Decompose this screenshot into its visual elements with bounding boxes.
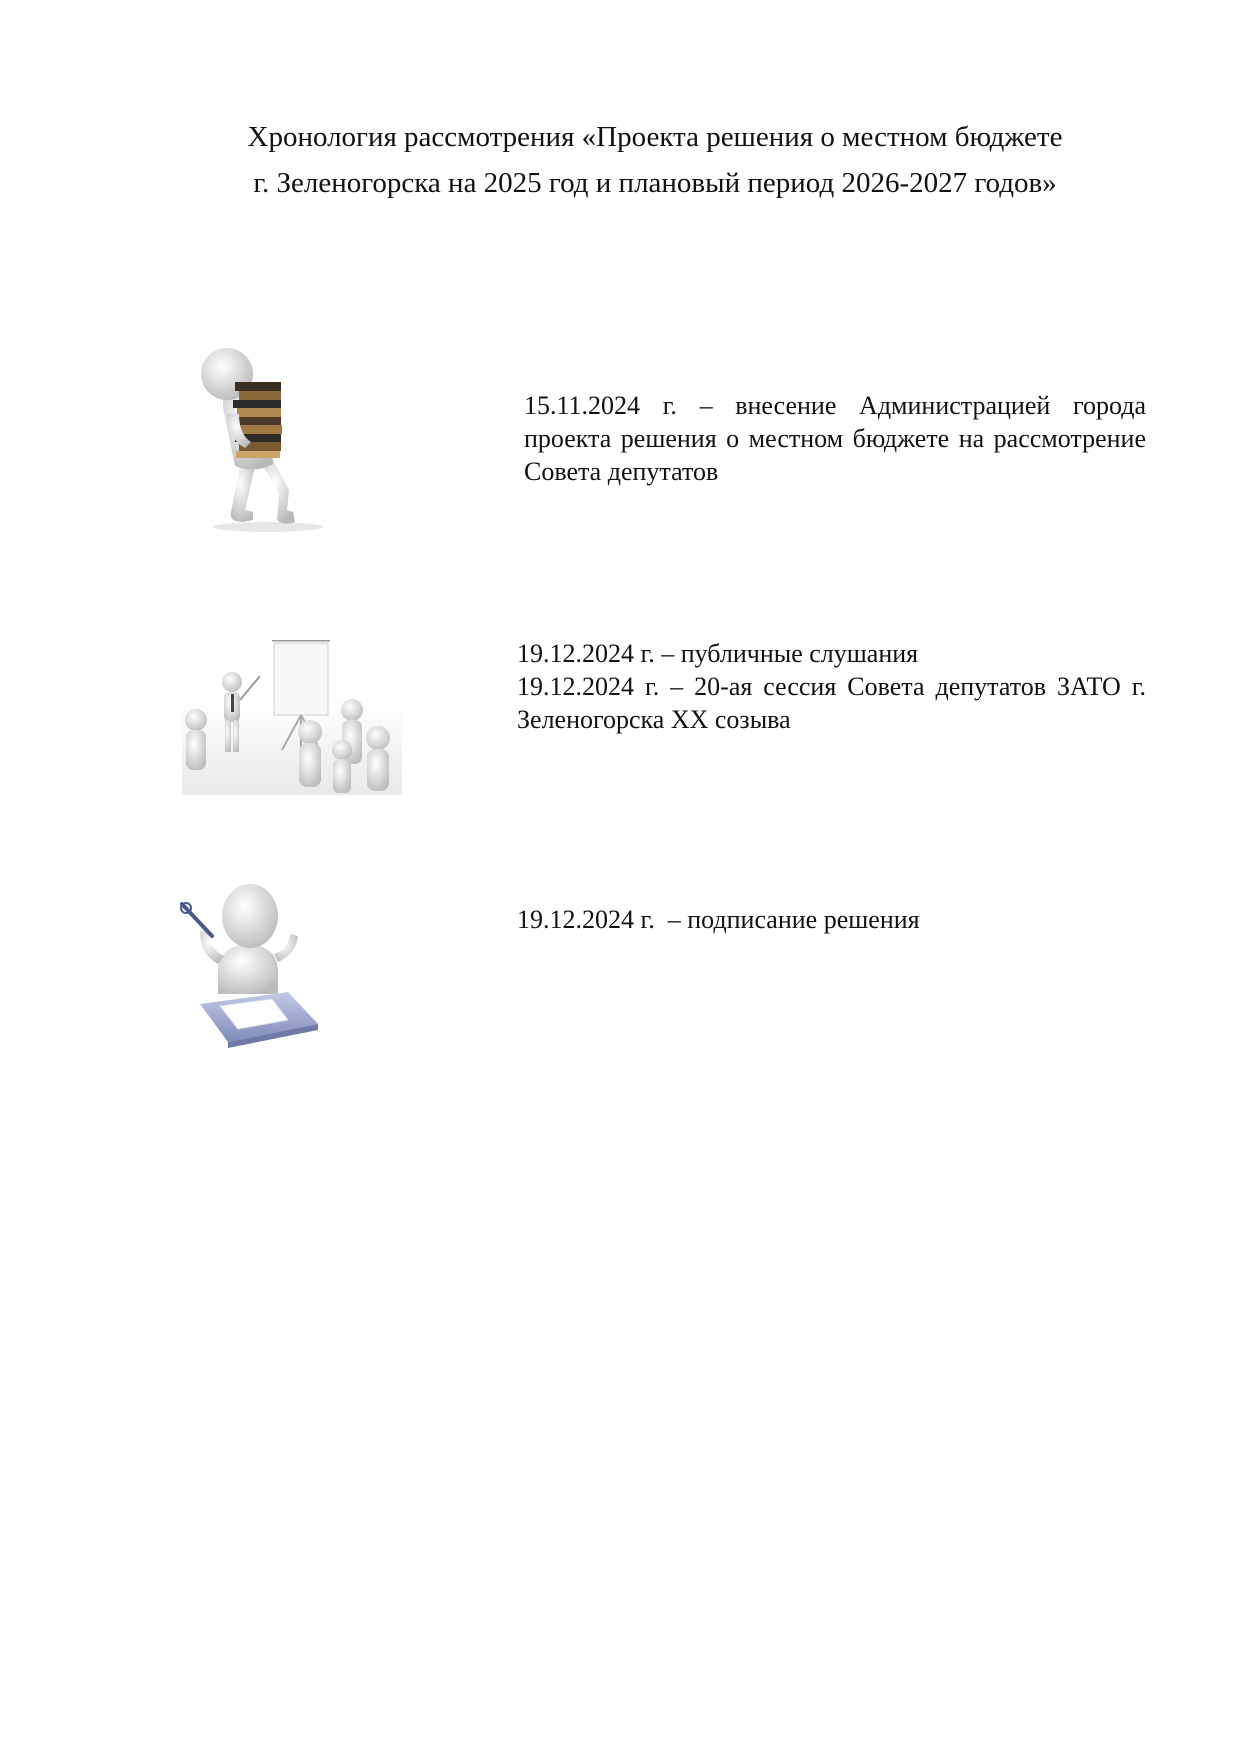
title-line-2: г. Зеленогорска на 2025 год и плановый период 2026-2027 годов» [253,167,1057,199]
presentation-audience-icon [182,640,402,795]
timeline-item-2 [517,637,1146,736]
timeline-item-3-text: 19.12.2024 г. – подписание решения [517,905,920,934]
page-title [150,114,1160,206]
person-carrying-books-icon [183,344,343,534]
timeline-item-2-text-2: 19.12.2024 г. – 20-ая сессия Совета депутатов ЗАТО г. Зеленогорска XX созыва [517,672,1146,734]
timeline-item-2-text-1: 19.12.2024 г. – публичные слушания [517,639,919,668]
person-signing-document-icon [178,874,328,1049]
timeline-item-3 [517,903,1146,936]
timeline-item-1 [524,389,1146,488]
title-line-1: Хронология рассмотрения «Проекта решения о местном бюджете [247,121,1063,153]
timeline-item-1-text: 15.11.2024 г. – внесение Администрацией города проекта решения о местном бюджете на рассмотрение Совета депутатов [524,391,1146,486]
